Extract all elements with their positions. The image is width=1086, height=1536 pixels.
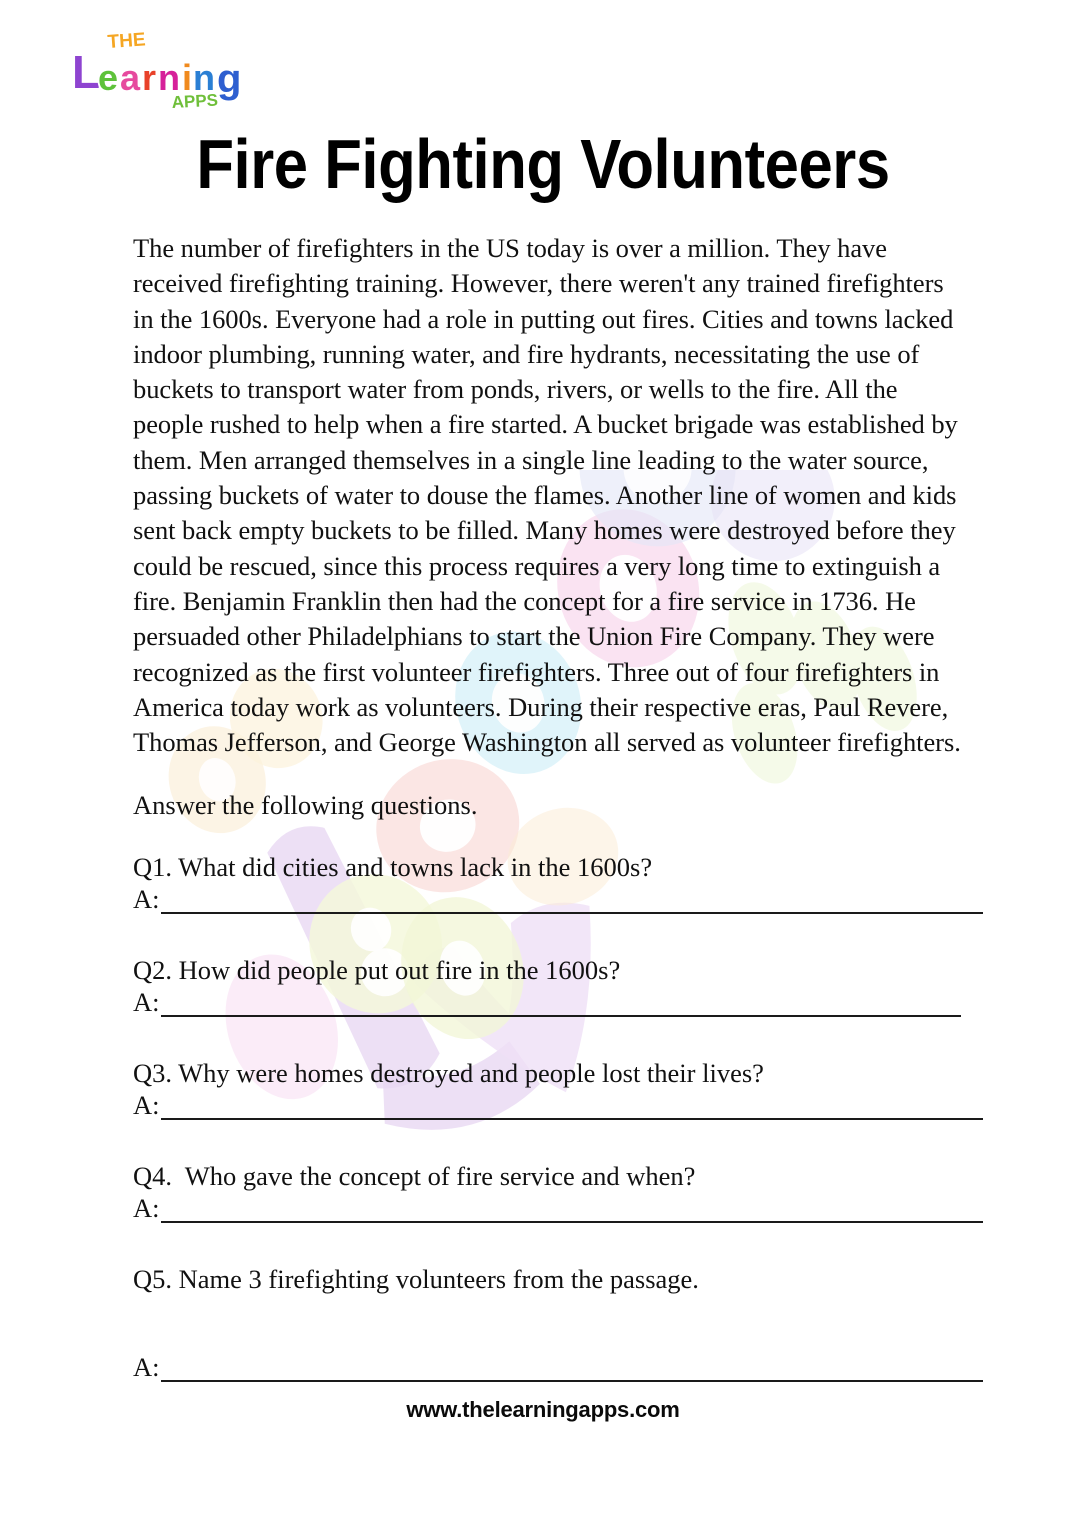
svg-text:n: n: [158, 57, 180, 98]
worksheet-content: [133, 231, 963, 1382]
svg-text:g: g: [217, 57, 242, 101]
svg-text:i: i: [182, 57, 193, 98]
page-title: Fire Fighting Volunteers: [196, 125, 890, 203]
questions-list: [133, 824, 963, 1382]
question-text-q3: Q3. Why were homes destroyed and people lost their lives?: [133, 1057, 764, 1088]
answer-label-q3: A:: [133, 1089, 160, 1120]
answer-label-q1: A:: [133, 883, 160, 914]
answer-row-q4: [133, 1193, 963, 1223]
svg-text:THE: THE: [106, 29, 147, 53]
svg-text:APPS: APPS: [171, 90, 219, 112]
svg-text:r: r: [142, 57, 157, 98]
answer-label-q4: A:: [133, 1192, 160, 1223]
answer-line-q4[interactable]: [161, 1199, 983, 1223]
svg-text:L: L: [72, 46, 101, 98]
answer-label-q2: A:: [133, 986, 160, 1017]
reading-passage: The number of firefighters in the US today is over a million. They have received firefighting training. However, there weren't any trained firefighters in the 1600s. Everyone had a role in putting out fires. Cities and towns lacked indoor plumbing, running water, and fire hydrants, necessitating the use of buckets to transport water from ponds, rivers, or wells to the fire. All the people rushed to help when a fire started. A bucket brigade was established by them. Men arranged themselves in a single line leading to the water source, passing buckets of water to douse the flames. Another line of women and kids sent back empty buckets to be filled. Many homes were destroyed before they could be rescued, since this process requires a very long time to extinguish a fire. Benjamin Franklin then had the concept for a fire service in 1736. He persuaded other Philadelphians to start the Union Fire Company. They were recognized as the first volunteer firefighters. Three out of four firefighters in America today work as volunteers. During their respective eras, Paul Revere, Thomas Jefferson, and George Washington all served as volunteer firefighters.: [133, 233, 961, 758]
answer-label-q5: A:: [133, 1351, 160, 1382]
answer-row-q2: [133, 987, 963, 1017]
question-text-q5: Q5. Name 3 firefighting volunteers from the passage.: [133, 1263, 699, 1294]
svg-text:a: a: [120, 57, 141, 98]
answer-row-q1: [133, 884, 963, 914]
answer-line-q1[interactable]: [161, 890, 983, 914]
answer-row-q5: [133, 1352, 963, 1382]
answer-gap-q5: [133, 1296, 963, 1352]
question-block-q3: [133, 1057, 963, 1120]
svg-text:n: n: [193, 57, 215, 98]
question-text-q4: Q4. Who gave the concept of fire service and when?: [133, 1160, 696, 1191]
the-learning-apps-logo[interactable]: [66, 22, 274, 114]
question-text-q2: Q2. How did people put out fire in the 1600s?: [133, 954, 621, 985]
question-block-q1: [133, 851, 963, 914]
question-block-q4: [133, 1160, 963, 1223]
answer-row-q3: [133, 1090, 963, 1120]
svg-text:e: e: [98, 57, 119, 98]
question-block-q2: [133, 954, 963, 1017]
question-text-q1: Q1. What did cities and towns lack in the 1600s?: [133, 851, 653, 882]
answer-line-q3[interactable]: [161, 1096, 983, 1120]
answer-line-q5[interactable]: [161, 1358, 983, 1382]
answer-line-q2[interactable]: [161, 993, 961, 1017]
instruction-text: Answer the following questions.: [133, 790, 478, 821]
site-footer: www.thelearningapps.com: [406, 1397, 680, 1422]
question-block-q5: [133, 1263, 963, 1382]
